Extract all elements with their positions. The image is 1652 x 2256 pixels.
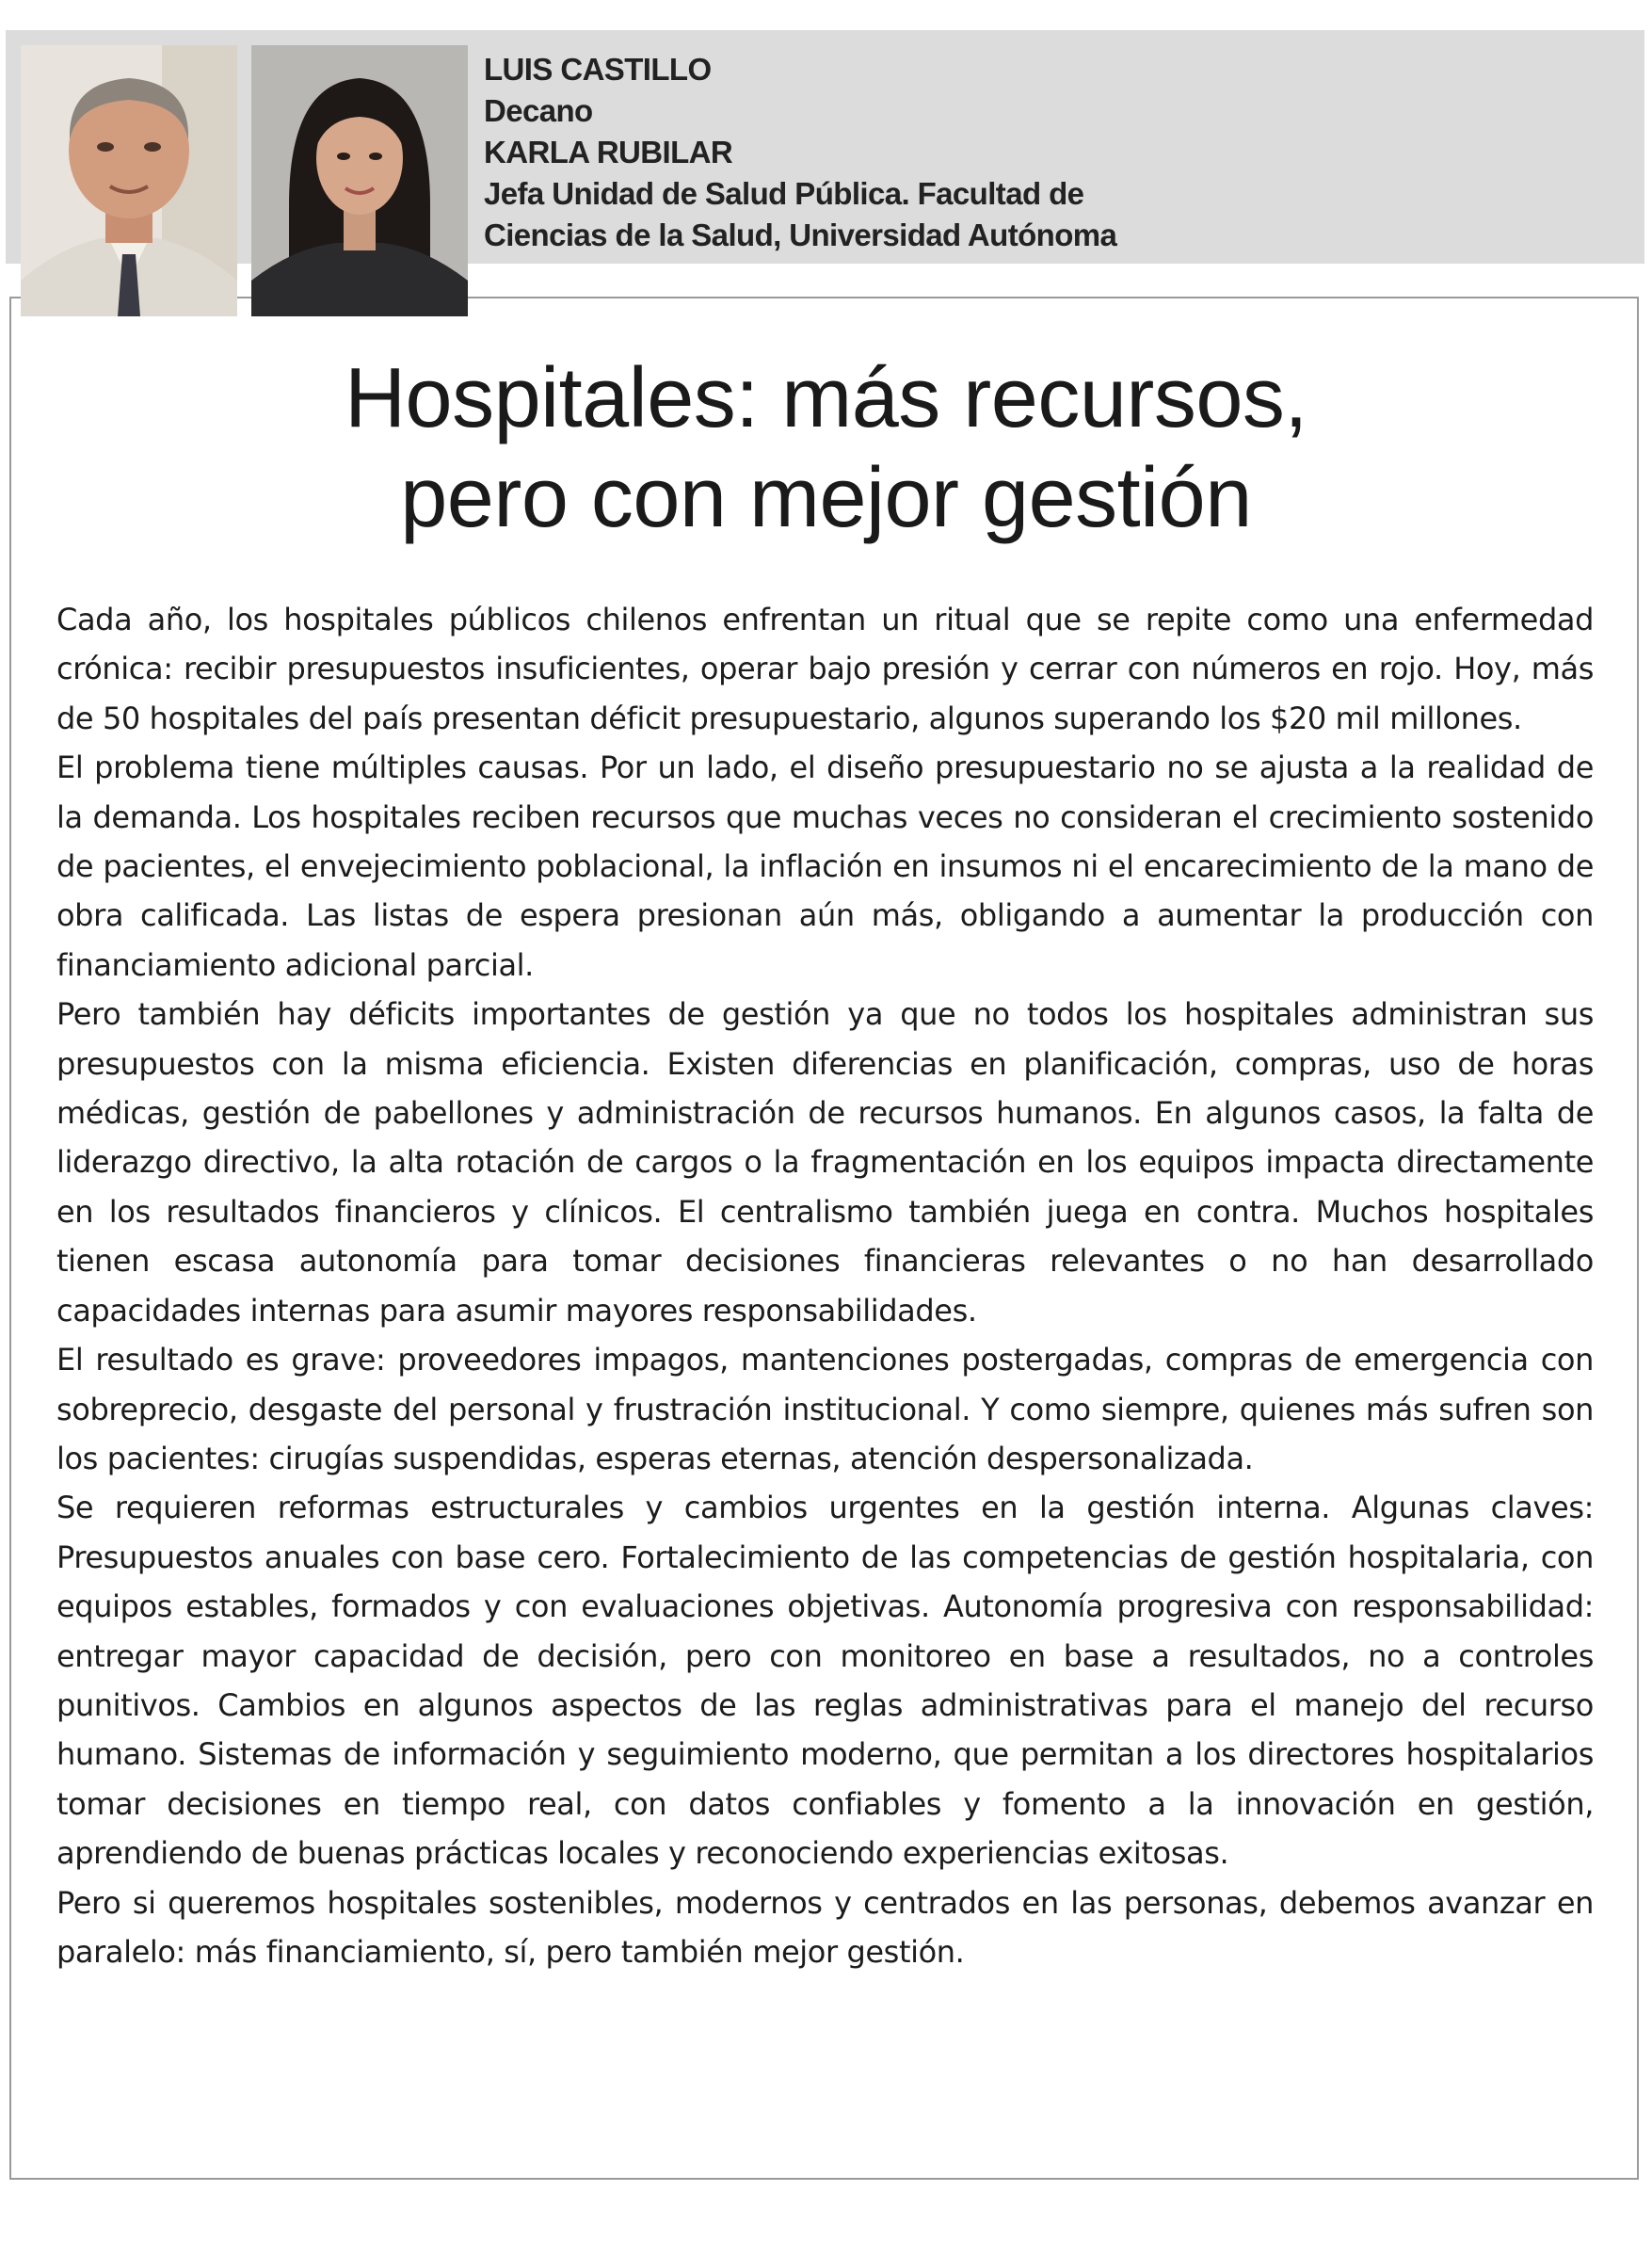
- paragraph: El resultado es grave: proveedores impagos, mantenciones postergadas, compras de emergencia con sobreprecio, desgaste del personal y frustración institucional. Y como siempre, quienes más sufren son los pacientes: cirugías suspendidas, esperas eternas, atención despersonalizada.: [56, 1342, 1594, 1476]
- paragraph: Se requieren reformas estructurales y cambios urgentes en la gestión interna. Algunas claves: Presupuestos anuales con base cero. Fortalecimiento de las competencias de gestión hospitalaria, con equipos estables, formados y con evaluaciones objetivas. Autonomía progresiva con responsabilidad: entregar mayor capacidad de decisión, pero con monitoreo en base a resultados, no a controles punitivos. Cambios en algunos aspectos de las reglas administrativas para el manejo del recurso humano. Sistemas de información y seguimiento moderno, que permitan a los directores hospitalarios tomar decisiones en tiempo real, con datos confiables y fomento a la innovación en gestión, aprendiendo de buenas prácticas locales y reconociendo experiencias exitosas.: [56, 1490, 1594, 1872]
- headline-line: pero con mejor gestión: [400, 451, 1252, 545]
- article-body: [56, 595, 1594, 1976]
- paragraph: Pero también hay déficits importantes de gestión ya que no todos los hospitales administran sus presupuestos con la misma eficiencia. Existen diferencias en planificación, compras, uso de horas médicas, gestión de pabellones y administración de recursos humanos. En algunos casos, la falta de liderazgo directivo, la alta rotación de cargos o la fragmentación en los equipos impacta directamente en los resultados financieros y clínicos. El centralismo también juega en contra. Muchos hospitales tienen escasa autonomía para tomar decisiones financieras relevantes o no han desarrollado capacidades internas para asumir mayores responsabilidades.: [56, 996, 1594, 1329]
- headline-line: Hospitales: más recursos,: [345, 351, 1307, 445]
- byline: [484, 49, 1613, 256]
- paragraph: El problema tiene múltiples causas. Por un lado, el diseño presupuestario no se ajusta a la realidad de la demanda. Los hospitales reciben recursos que muchas veces no consideran el crecimiento sostenido de pacientes, el envejecimiento poblacional, la inflación en insumos ni el encarecimiento de la mano de obra calificada. Las listas de espera presionan aún más, obligando a aumentar la producción con financiamiento adicional parcial.: [56, 749, 1594, 983]
- author-role: Decano: [484, 93, 593, 128]
- author-name: LUIS CASTILLO: [484, 52, 712, 87]
- paragraph: Pero si queremos hospitales sostenibles, modernos y centrados en las personas, debemos avanzar en paralelo: más financiamiento, sí, pero también mejor gestión.: [56, 1884, 1594, 1970]
- author-photo-karla-rubilar: [251, 45, 468, 316]
- author-photo-luis-castillo: [21, 45, 237, 316]
- author-role: Ciencias de la Salud, Universidad Autónoma: [484, 218, 1117, 252]
- author-name: KARLA RUBILAR: [484, 135, 733, 169]
- headline: [0, 348, 1652, 548]
- author-role: Jefa Unidad de Salud Pública. Facultad de: [484, 176, 1084, 211]
- paragraph: Cada año, los hospitales públicos chilenos enfrentan un ritual que se repite como una enfermedad crónica: recibir presupuestos insuficientes, operar bajo presión y cerrar con números en rojo. Hoy, más de 50 hospitales del país presentan déficit presupuestario, algunos superando los $20 mil millones.: [56, 602, 1594, 736]
